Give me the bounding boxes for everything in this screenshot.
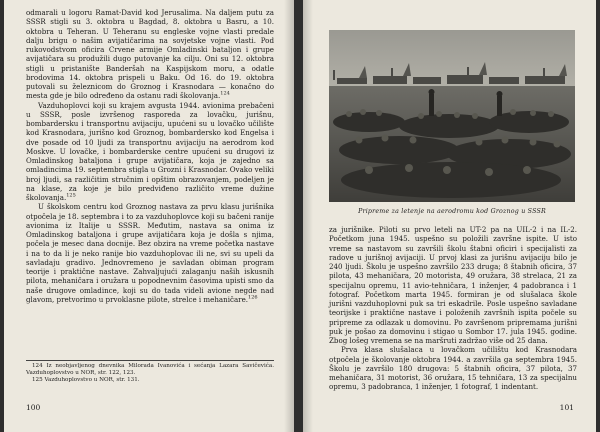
gutter-shadow (303, 0, 313, 432)
paragraph: za jurišnike. Piloti su prvo leteli na UT-2 pa na UIL-2 i na IL-2. Početkom juna 1945. uspešno su položili završne ispite. U isto vreme sa nastavom su završili školu štabni oficiri i specijalisti za radove u jurišnoj avijaciji. U prvoj klasi za jurišnu avijaciju bilo je 240 ljudi. Školu je uspešno završilo 233 druga; 8 štabnih oficira, 37 pilota, 43 mehaničara, 20 motorista, 49 oružara, 38 strelaca, 21 za specijalnu opremu, 11 avio-tehničara, 1 inženjer, 4 padobranca i 1 fotograf. Početkom marta 1945. formiran je od slušalaca škole jurišni vazduhoplovni puk sa tri eskadrile. Posle uspešno savladane teorijske i praktične nastave i položenih završnih ispita počele su pripreme za odlazak u domovinu. Po završenom pripremama jurišni puk je pošao za domovinu i stigao u Sombor 17. jula 1945. godine. Zbog lošeg vremena se na maršruti zadržao više od 25 dana. (329, 225, 577, 345)
footnotes (26, 360, 274, 384)
photo-caption: Pripreme za letenje na aerodromu kod Groznog u SSSR (358, 208, 546, 215)
right-page-text (329, 225, 577, 392)
paragraph: Prva klasa slušalaca u lovačkom učilištu kod Krasnodara otpočela je školovanje oktobra 1944. a završila ga septembra 1945. Školu je završilo 180 drugova: 5 štabnih oficira, 37 pilota, 37 mehaničara, 31 motorist, 36 oružara, 15 tehničara, 13 za specijalnu opremu, 3 padobranca, 1 inženjer, 1 fotograf, 1 indentant. (329, 345, 577, 392)
left-page (4, 0, 294, 432)
airfield-photo-image (329, 30, 575, 202)
footnote: 125 Vazduhoplovstvo u NOR, str. 131. (32, 377, 140, 383)
paragraph: Vazduhoplovci koji su krajem avgusta 1944. avionima prebačeni u SSSR, posle izvršenog rasporeda za lovačku, jurišnu, bombardersku i transportnu avijaciju, upućeni su u lovačko učilište kod Krasnodara, jurišno kod Groznog, bombardersko kod Engelsa i dve posade od 10 ljudi za transportnu avijaciju na aerodrom kod Moskve. U lovačke, i bombarderske centre upućeni su drugovi iz Omladinskog bataljona i grupe avijatičara, koja je zajedno sa omladincima 19. septembra stigla u Grozni i Krasnodar. Ovako veliki broj ljudi, sa različitim stručnim i opštim obrazovanjem, podeljen je na klase, za koje je bilo predviđeno različito vreme dužine školovanja.$^{125}$ (26, 100, 274, 202)
right-page (303, 0, 596, 432)
page-number: 100 (26, 403, 41, 412)
left-page-text (26, 8, 274, 304)
note-ref: 124 (220, 90, 230, 97)
footnote: 124 Iz neobjavljenog dnevnika Milorada Ivanovića i sećanja Lazara Savičevića. Vazduhoplovstvo u NOR, str. 122, 123. (26, 363, 274, 376)
paragraph: odmarali u logoru Ramat-David kod Jerusalima. Na daljem putu za SSSR stigli su 3. oktobra u Bagdad, 8. oktobra u Basru, a 10. oktobra u Teheran. U Teheranu su engleske vojne vlasti predale dalju brigu o našim avijatičarima na sovjetske vojne vlasti. Pod rukovodstvom oficira Crvene armije Omladinski bataljon i grupe avijatičara su produžili dugo putovanje ka cilju. Oni su 12. oktobra stigli u pristanište Banderšah na Kaspijskom moru, a odatle brodovima 14. oktobra prispeli u Baku. Od 16. do 19. oktobra putovali su železnicom do Groznog i Krasnodara — konačno do mesta gde je bilo određeno da ostanu radi školovanja.$^{124}$ (26, 8, 274, 101)
gutter-shadow (284, 0, 294, 432)
page-number: 101 (559, 403, 574, 412)
note-ref: 125 (66, 192, 76, 199)
paragraph: U školskom centru kod Groznog nastava za prvu klasu jurišnika otpočela je 18. septembra i to za vazduhoplovce koji su bačeni ranije avionima iz Italije u SSSR. Međutim, nastava sa onima iz Omladinskog bataljona i grupe avijatičara koja je došla s njima, počela je mesec dana docnije. Bez obzira na vreme početka nastave i na to da li je neko ranije bio vazduhoplovac ili ne, svi su upeli da savladaju gradivo. Jednovremeno je savladan obiman program teorije i praktične nastave. Zahvaljujući zalaganju naših iskusnih pilota, mehaničara i oružara u popodnevnim časovima upisti smo da naše drugove omladince, koji su do tada videli avione negde nad glavom, pretvorimo u prvoklasne pilote, strelce i mehaničare.$^{126}$ (26, 202, 274, 304)
note-ref: 126 (248, 294, 258, 301)
airfield-photo (329, 30, 575, 202)
